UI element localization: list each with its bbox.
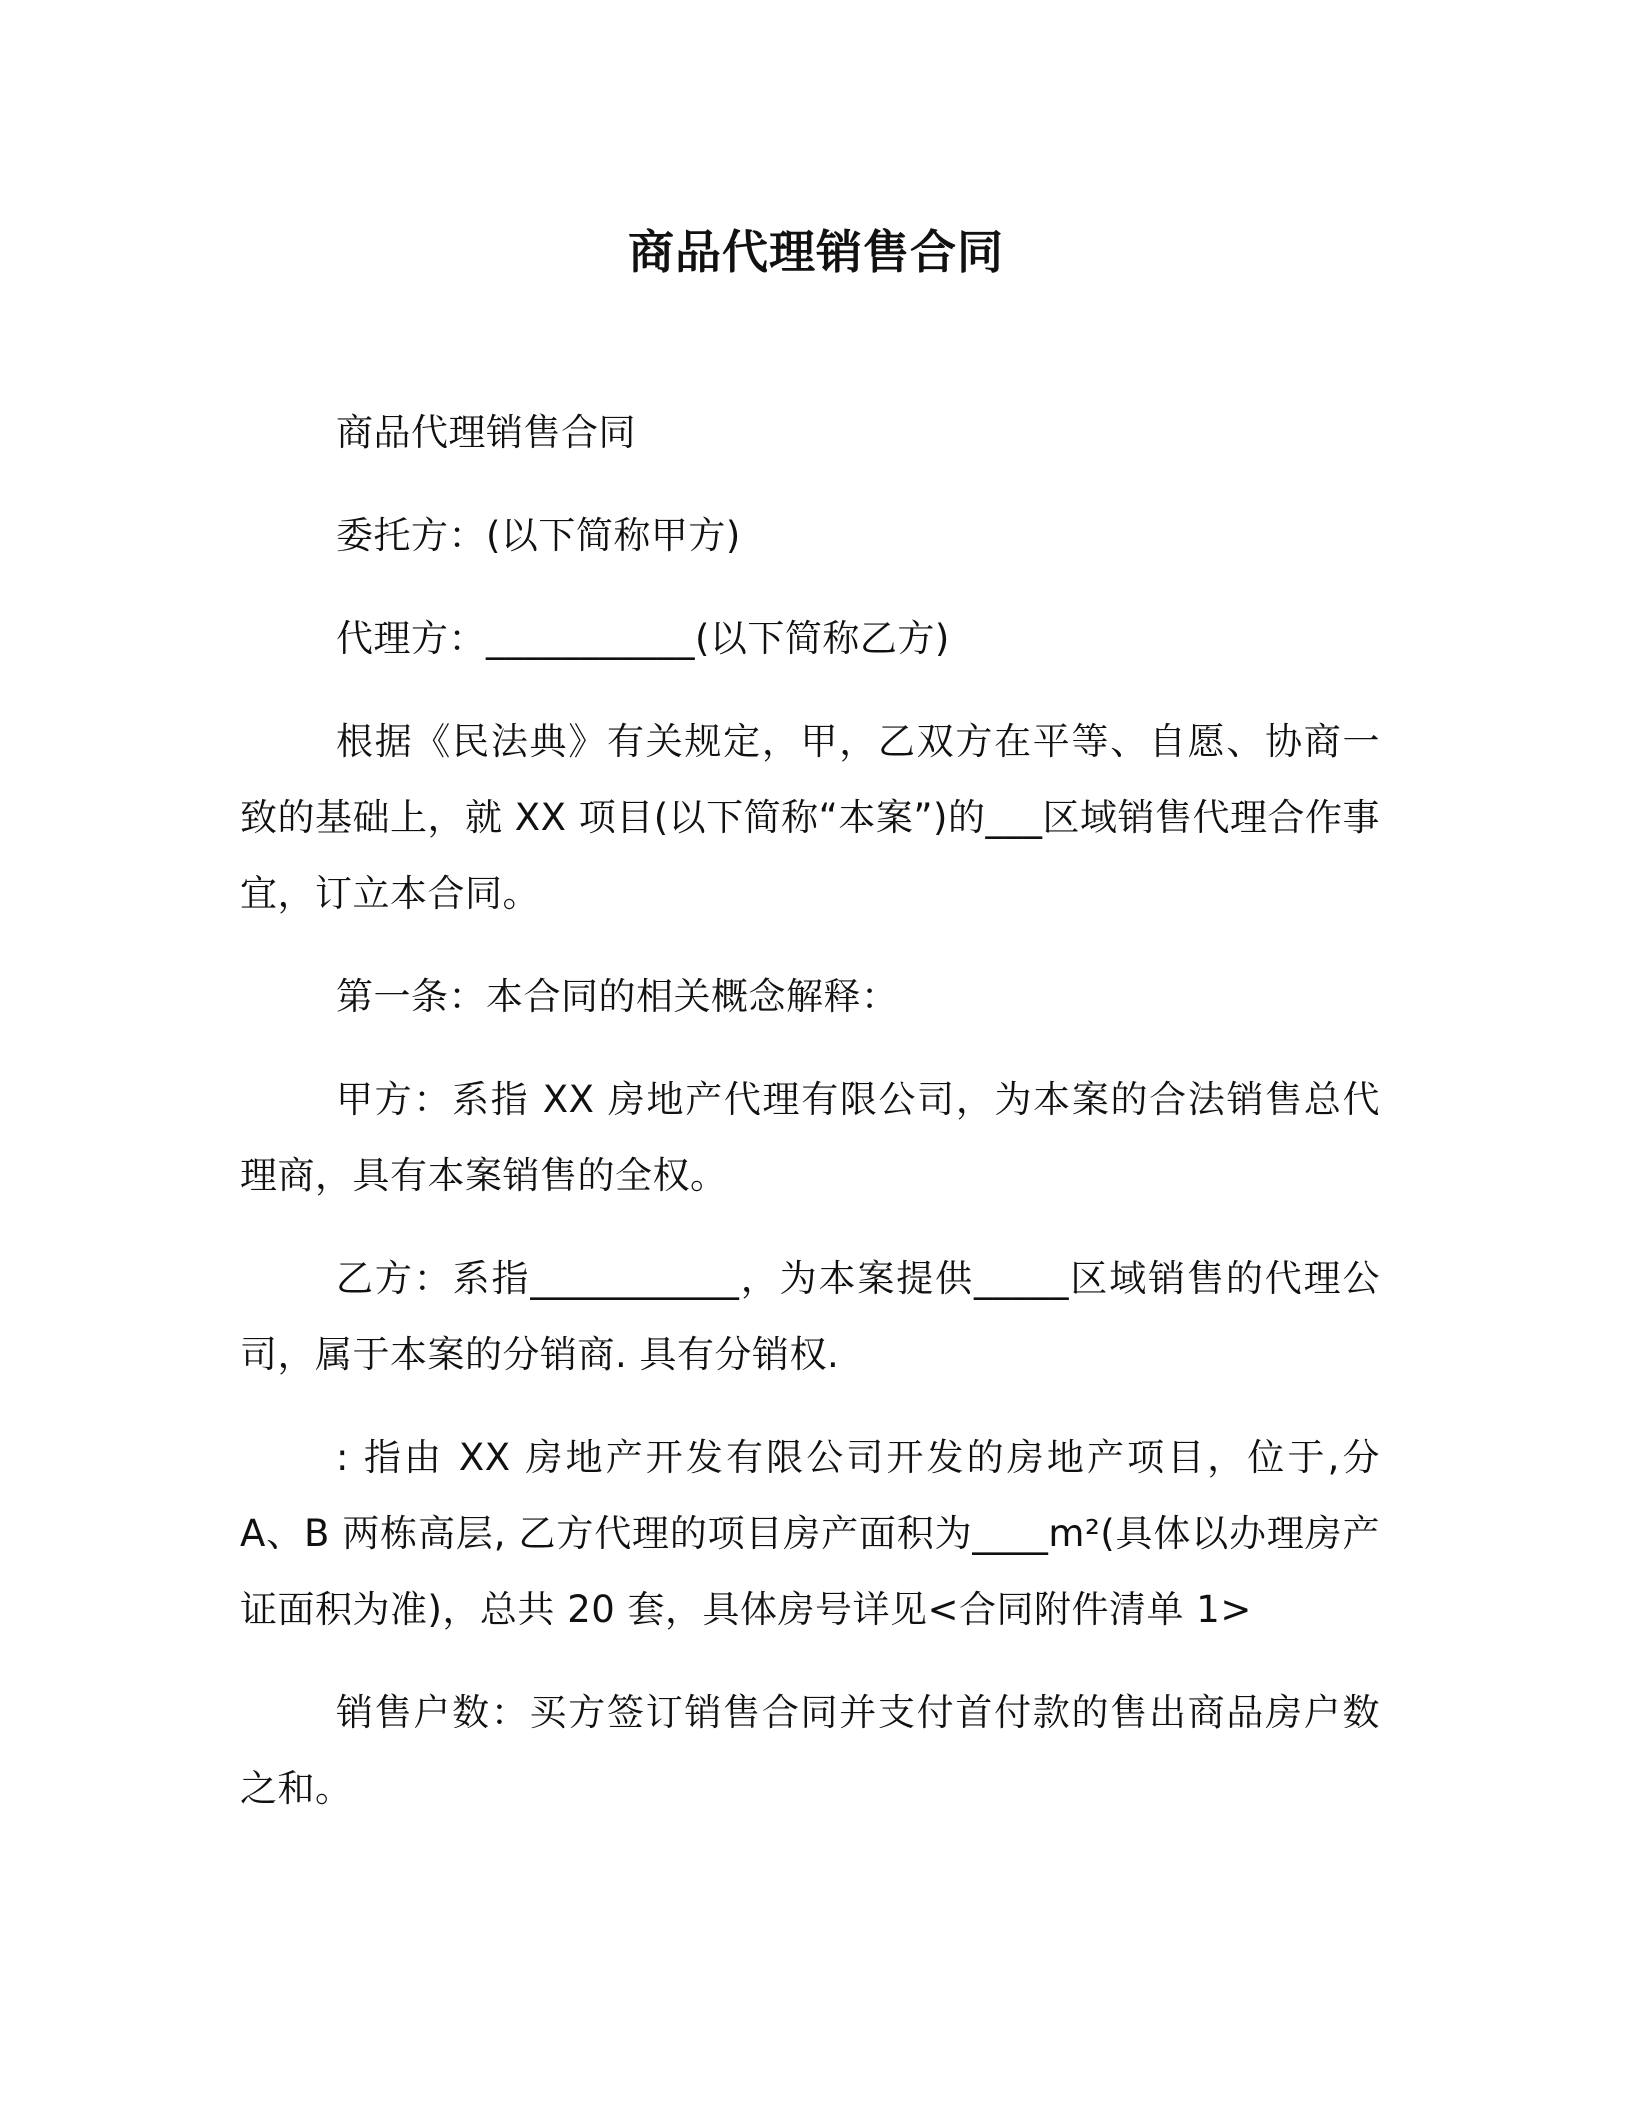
paragraph-preamble: 根据《民法典》有关规定，甲，乙双方在平等、自愿、协商一致的基础上，就 XX 项目(以下简称“本案”)的___区域销售代理合作事宜，订立本合同。	[240, 720, 1380, 915]
paragraph-party-a-definition: 甲方：系指 XX 房地产代理有限公司，为本案的合法销售总代理商，具有本案销售的全权。	[240, 1078, 1380, 1197]
document-title: 商品代理销售合同	[628, 225, 1004, 279]
paragraph-principal: 委托方：(以下简称甲方)	[336, 514, 741, 557]
paragraph-sales-units-definition: 销售户数：买方签订销售合同并支付首付款的售出商品房户数之和。	[240, 1691, 1380, 1810]
paragraph-project-definition: : 指由 XX 房地产开发有限公司开发的房地产项目，位于,分 A、B 两栋高层, 乙方代理的项目房产面积为____m²(具体以办理房产证面积为准)，总共 20 套，具体房号详见<合同附件清单 1>	[240, 1436, 1380, 1631]
paragraph-subtitle: 商品代理销售合同	[336, 411, 636, 454]
paragraph-agent: 代理方：___________(以下简称乙方)	[336, 617, 950, 660]
document-body	[240, 395, 1380, 1854]
paragraph-party-b-definition: 乙方：系指___________，为本案提供_____区域销售的代理公司，属于本案的分销商. 具有分销权.	[240, 1257, 1380, 1376]
paragraph-article-one: 第一条：本合同的相关概念解释：	[336, 975, 899, 1018]
